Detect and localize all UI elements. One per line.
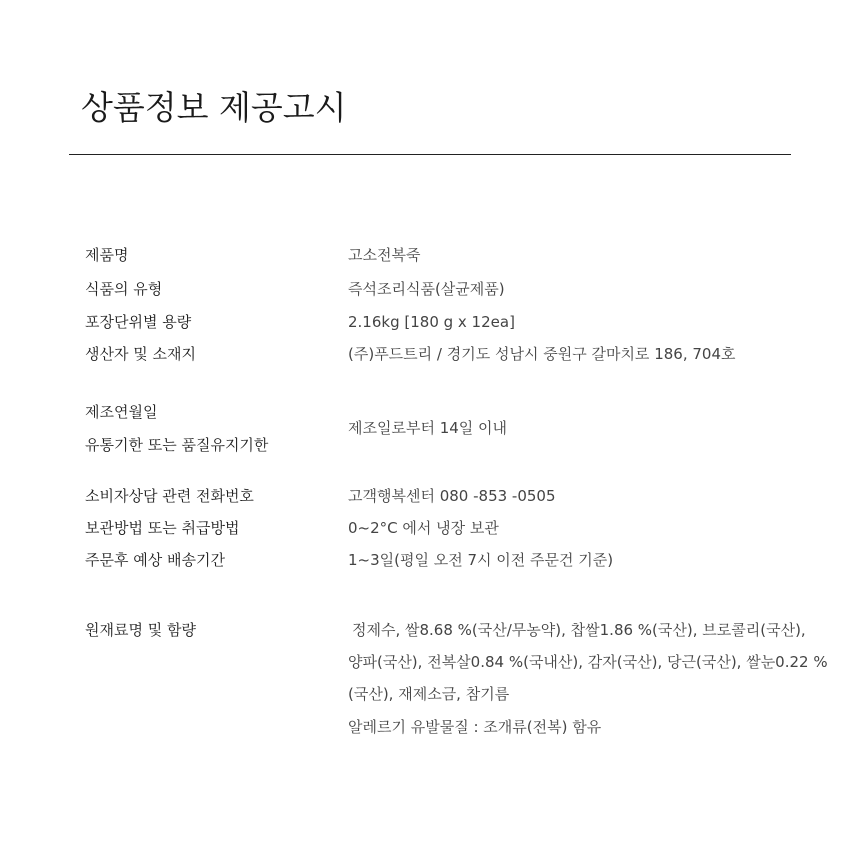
- value-expiration: 제조일로부터 14일 이내: [348, 419, 508, 437]
- label-consumer-phone: 소비자상담 관련 전화번호: [85, 487, 254, 505]
- label-producer-location: 생산자 및 소재지: [85, 345, 196, 363]
- label-product-name: 제품명: [85, 246, 129, 264]
- page-title: 상품정보 제공고시: [81, 88, 347, 127]
- label-manufacture-date: 제조연월일: [85, 403, 158, 421]
- value-allergen-notice: 알레르기 유발물질 : 조개류(전복) 함유: [348, 718, 602, 736]
- label-food-type: 식품의 유형: [85, 280, 163, 298]
- value-producer-location: (주)푸드트리 / 경기도 성남시 중원구 갈마치로 186, 704호: [348, 345, 736, 363]
- value-ingredients-line: 정제수, 쌀8.68 %(국산/무농약), 찹쌀1.86 %(국산), 브로콜리(국산),: [352, 621, 806, 639]
- label-ingredients: 원재료명 및 함량: [85, 621, 196, 639]
- value-delivery-period: 1~3일(평일 오전 7시 이전 주문건 기준): [348, 551, 614, 569]
- label-storage-method: 보관방법 또는 취급방법: [85, 519, 240, 537]
- label-package-capacity: 포장단위별 용량: [85, 313, 192, 331]
- value-ingredients-line: (국산), 재제소금, 참기름: [348, 685, 510, 703]
- label-expiration: 유통기한 또는 품질유지기한: [85, 436, 269, 454]
- title-divider: [69, 154, 791, 155]
- value-consumer-phone: 고객행복센터 080 -853 -0505: [348, 487, 556, 505]
- label-delivery-period: 주문후 예상 배송기간: [85, 551, 225, 569]
- value-storage-method: 0~2°C 에서 냉장 보관: [348, 519, 499, 537]
- value-food-type: 즉석조리식품(살균제품): [348, 280, 505, 298]
- value-ingredients-line: 양파(국산), 전복살0.84 %(국내산), 감자(국산), 당근(국산), 쌀눈0.22 %: [348, 653, 828, 671]
- value-product-name: 고소전복죽: [348, 246, 421, 264]
- value-package-capacity: 2.16kg [180 g x 12ea]: [348, 313, 515, 331]
